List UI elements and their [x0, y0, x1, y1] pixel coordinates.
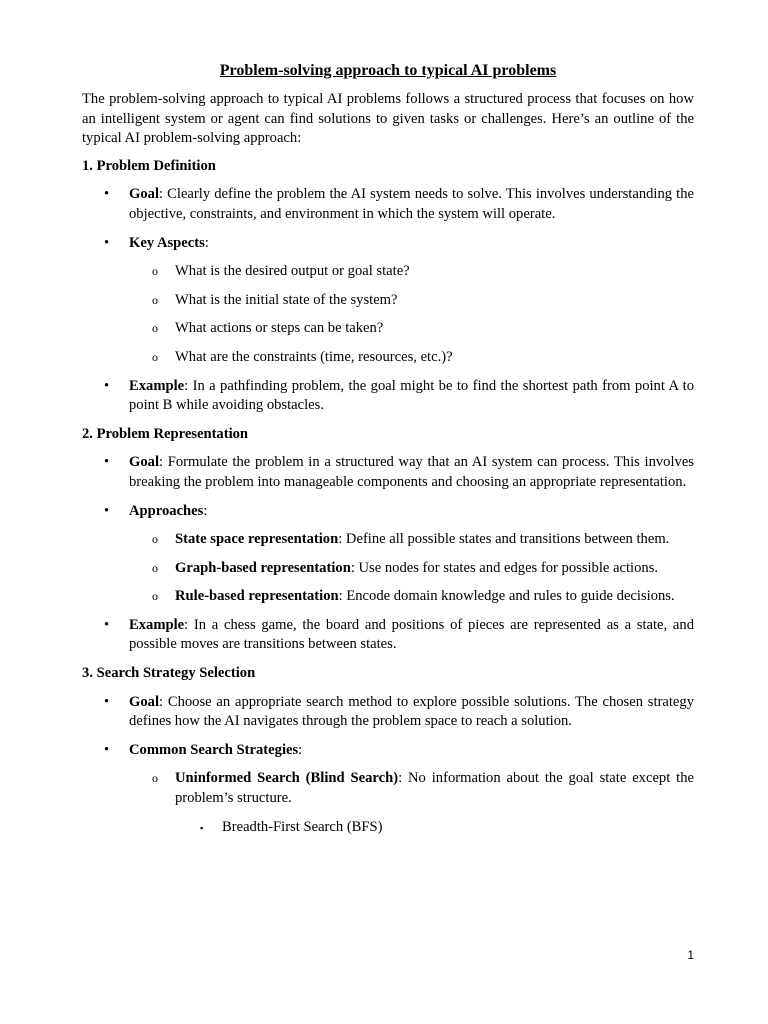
item-text: : Clearly define the problem the AI system needs to solve. This involves understanding the objective, constraints, and environment in which the system will operate. [129, 186, 694, 222]
item-text: What is the initial state of the system? [175, 291, 398, 308]
bullet-icon: • [104, 377, 110, 394]
bullet-icon: • [104, 186, 110, 203]
list-item [82, 530, 694, 550]
list-item [82, 348, 694, 368]
item-text: : [298, 741, 303, 758]
item-label: Rule-based representation [175, 588, 339, 605]
item-text: : [203, 502, 208, 519]
list-item [82, 587, 694, 607]
bullet-icon: • [104, 616, 110, 633]
intro-paragraph: The problem-solving approach to typical AI problems follows a structured process that focuses on how an intelligent system or agent can find solutions to given tasks or challenges. Here’s an outline of the typical AI problem-solving approach: [82, 91, 694, 147]
document-body [82, 60, 694, 846]
item-text: : Choose an appropriate search method to explore possible solutions. The chosen strategy defines how the AI navigates through the problem space to reach a solution. [129, 693, 694, 730]
item-label: State space representation [175, 531, 339, 548]
item-label: Goal [129, 693, 159, 710]
item-text: : Encode domain knowledge and rules to guide decisions. [338, 588, 675, 605]
item-label: Goal [129, 454, 159, 471]
list-item-example [82, 616, 694, 655]
item-label: Key Aspects [129, 234, 205, 251]
list-item [82, 559, 694, 579]
item-label: Approaches [129, 502, 204, 519]
document-title: Problem-solving approach to typical AI problems [219, 62, 557, 79]
list-item-common-strategies [82, 741, 694, 761]
item-text: : Define all possible states and transitions between them. [338, 531, 670, 548]
circle-bullet-icon: o [152, 292, 158, 307]
list-item-goal [82, 453, 694, 492]
square-bullet-icon: ▪ [200, 822, 204, 833]
item-label: Example [129, 377, 185, 394]
section-heading-search-strategy: 3. Search Strategy Selection [82, 665, 256, 682]
bullet-icon: • [104, 234, 110, 251]
bullet-icon: • [104, 454, 110, 471]
item-text: : Formulate the problem in a structured way that an AI system can process. This involves breaking the problem into manageable components and choosing an appropriate representation. [129, 454, 694, 490]
list-item-uninformed-search [82, 769, 694, 808]
bullet-icon: • [104, 693, 110, 710]
list-item-approaches [82, 502, 694, 522]
item-label: Example [129, 616, 185, 633]
section-heading-problem-definition: 1. Problem Definition [82, 157, 216, 174]
item-label: Goal [129, 186, 159, 203]
circle-bullet-icon: o [152, 264, 158, 279]
list-item-goal [82, 185, 694, 224]
item-text: What are the constraints (time, resources, etc.)? [175, 348, 453, 365]
item-text: : [204, 234, 209, 251]
item-text: What is the desired output or goal state? [175, 263, 410, 280]
item-text: : Use nodes for states and edges for possible actions. [350, 559, 659, 576]
bullet-icon: • [104, 502, 110, 519]
list-item-goal [82, 693, 694, 732]
circle-bullet-icon: o [152, 560, 158, 575]
circle-bullet-icon: o [152, 771, 158, 786]
item-text: : No information about the goal state except the problem’s structure. [175, 770, 694, 807]
circle-bullet-icon: o [152, 349, 158, 364]
item-text: Breadth-First Search (BFS) [222, 818, 383, 835]
item-text: What actions or steps can be taken? [175, 320, 384, 337]
item-text: : In a pathfinding problem, the goal might be to find the shortest path from point A to point B while avoiding obstacles. [129, 377, 694, 414]
list-item [82, 291, 694, 311]
list-item-key-aspects [82, 234, 694, 254]
item-text: : In a chess game, the board and positions of pieces are represented as a state, and possible moves are transitions between states. [129, 616, 694, 653]
list-item [82, 262, 694, 282]
item-label: Uninformed Search (Blind Search) [175, 770, 399, 787]
circle-bullet-icon: o [152, 321, 158, 336]
page-number: 1 [687, 948, 694, 962]
circle-bullet-icon: o [152, 532, 158, 547]
item-label: Common Search Strategies [129, 741, 299, 758]
item-label: Graph-based representation [175, 559, 351, 576]
list-item-example [82, 377, 694, 416]
bullet-icon: • [104, 741, 110, 758]
list-item-bfs [82, 818, 694, 838]
circle-bullet-icon: o [152, 589, 158, 604]
list-item [82, 319, 694, 339]
section-heading-problem-representation: 2. Problem Representation [82, 425, 249, 442]
